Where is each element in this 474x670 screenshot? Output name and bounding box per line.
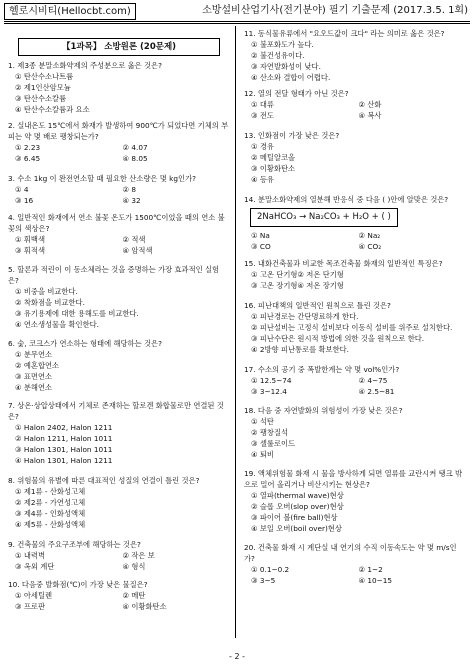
question-text: 7. 상온·상압상태에서 기체로 존재하는 할로겐 화합물로만 연결된 것은? [8, 401, 224, 421]
question-18 [244, 405, 466, 460]
question-11 [244, 28, 466, 83]
question-text: 16. 피난대책의 일반적인 원칙으로 틀린 것은? [244, 301, 391, 310]
answer-option: ③ 셀룰로이드 [251, 439, 296, 448]
question-4 [8, 212, 230, 256]
question-text: 1. 제3종 분말소화약제의 주성분으로 옳은 것은? [8, 61, 162, 70]
left-column [8, 28, 230, 612]
question-20 [244, 542, 466, 586]
answer-option: ④ 제5류 - 산화성액체 [15, 520, 86, 529]
question-text: 13. 인화점이 가장 낮은 것은? [244, 131, 340, 140]
answer-option: ② 착화점을 비교한다. [15, 298, 85, 307]
header-divider-2 [4, 23, 470, 24]
question-6 [8, 338, 230, 393]
answer-option: ③ 표면연소 [15, 372, 53, 381]
question-8 [8, 475, 230, 530]
answer-options [8, 142, 230, 164]
answer-options [244, 141, 466, 185]
right-column [244, 28, 466, 586]
answer-option: ② 팽창질석 [251, 428, 289, 437]
answer-options [244, 269, 466, 291]
question-text: 14. 분말소화약제의 열분해 반응식 중 다음 ( )안에 알맞은 것은? [244, 195, 449, 204]
answer-option: ③ 프로판 [15, 602, 46, 611]
answer-option: ② 메틸알코올 [251, 153, 296, 162]
question-12 [244, 88, 466, 121]
answer-option: ③ 전도 [251, 111, 274, 120]
question-text: 11. 동식물유류에서 "요오드값이 크다" 라는 의미로 옳은 것은? [244, 29, 445, 38]
answer-option: ④ 2방향 피난통로를 확보한다. [251, 345, 349, 354]
answer-option: ② 8 [122, 185, 137, 194]
question-19 [244, 468, 466, 534]
answer-option: ③ 3~12.4 [251, 387, 287, 396]
subject-heading: 【1과목】 소방원론 (20문제) [18, 38, 220, 56]
answer-option: ① 제1류 - 산화성고체 [15, 487, 86, 496]
question-16 [244, 300, 466, 355]
answer-option: ② 불건성유이다. [251, 51, 305, 60]
question-9 [8, 539, 230, 572]
answer-option: ① 2.23 [15, 143, 41, 152]
question-text: 4. 일반적인 화재에서 연소 불꽃 온도가 1500℃이었을 때의 연소 불꽃의 색상은? [8, 213, 225, 233]
answer-option: ① Na [251, 231, 270, 240]
answer-options [8, 286, 230, 330]
answer-options [244, 39, 466, 83]
column-divider [235, 26, 236, 638]
answer-options [8, 184, 230, 206]
answer-option: ③ 파이어 볼(fire ball)현상 [251, 513, 338, 522]
question-17 [244, 364, 466, 397]
question-text: 9. 건축물의 주요구조부에 해당하는 것은? [8, 540, 141, 549]
answer-option: ① 분무연소 [15, 350, 53, 359]
answer-option: ② 제2류 - 가연성고체 [15, 498, 86, 507]
answer-option: ② 제1인산암모늄 [15, 83, 71, 92]
answer-options [8, 550, 230, 572]
answer-option: ④ 연소생성물을 확인한다. [15, 320, 99, 329]
question-3 [8, 173, 230, 206]
page-header [0, 0, 474, 22]
answer-option: ① 0.1~0.2 [251, 565, 290, 574]
answer-option: ④ 형식 [122, 562, 146, 571]
question-10 [8, 579, 230, 612]
answer-option: ④ 산소와 결합이 어렵다. [251, 73, 331, 82]
equation-box: 2NaHCO₃ → Na₂CO₃ + H₂O + ( ) [250, 208, 398, 227]
question-text: 18. 다음 중 자연발화의 위험성이 가장 낮은 것은? [244, 406, 403, 415]
question-7 [8, 400, 230, 466]
answer-option: ④ 탄산수소칼륨과 요소 [15, 105, 90, 114]
answer-option: ④ 퇴비 [251, 450, 274, 459]
answer-option: ④ 보일 오버(boil over)현상 [251, 524, 342, 533]
question-text: 10. 다음중 발화점(℃)이 가장 낮은 물질은? [8, 580, 148, 589]
page-number: - 2 - [229, 652, 245, 661]
answer-option: ② 적색 [122, 235, 146, 244]
question-2 [8, 120, 230, 164]
answer-option: ① 내력벽 [15, 551, 46, 560]
answer-options [8, 71, 230, 115]
answer-option: ② 1~2 [358, 565, 383, 574]
answer-option: ② Halon 1211, Halon 1011 [15, 434, 113, 443]
answer-option: ③ 피난수단은 원시적 방법에 의한 것을 원칙으로 한다. [251, 334, 425, 343]
answer-option: ① 대류 [251, 100, 274, 109]
answer-options [244, 375, 466, 397]
answer-options [244, 564, 466, 586]
question-text: 12. 열의 전달 형태가 아닌 것은? [244, 89, 349, 98]
answer-option: ① 경유 [251, 142, 274, 151]
answer-option: ② 4~75 [358, 376, 388, 385]
question-text: 20. 건축물 화재 시 계단실 내 연기의 수직 이동속도는 약 몇 m/s인가? [244, 543, 457, 563]
answer-option: ③ 이황화탄소 [251, 164, 296, 173]
answer-option: ② 산화 [358, 100, 382, 109]
answer-option: ④ 8.05 [122, 154, 148, 163]
header-divider [4, 21, 470, 22]
answer-option: ④ 등유 [251, 175, 274, 184]
answer-option: ① 탄산수소나트륨 [15, 72, 74, 81]
answer-option: ④ 분해연소 [15, 383, 53, 392]
answer-option: ③ 고온 장기형④ 저온 장기형 [251, 281, 344, 290]
answer-option: ① 열파(thermal wave)현상 [251, 491, 344, 500]
answer-option: ② 슬롭 오버(slop over)현상 [251, 502, 344, 511]
question-text: 6. 숯, 코크스가 연소하는 형태에 해당하는 것은? [8, 339, 162, 348]
answer-option: ③ 16 [15, 196, 34, 205]
question-text: 5. 할론과 적린이 이 동소체라는 것을 증명하는 가장 효과적인 실험은? [8, 265, 220, 285]
answer-options [8, 590, 230, 612]
answer-option: ④ CO₂ [358, 242, 382, 251]
answer-option: ④ 2.5~81 [358, 387, 395, 396]
question-text: 17. 수소의 공기 중 폭발한계는 약 몇 vol%인가? [244, 365, 400, 374]
exam-title: 소방설비산업기사(전기분야) 필기 기출문제 (2017.3.5. 1회) [202, 5, 468, 16]
answer-option: ① 석탄 [251, 417, 274, 426]
answer-option: ③ 제4류 - 인화성액체 [15, 509, 86, 518]
answer-option: ① 불포화도가 높다. [251, 40, 314, 49]
answer-option: ① 12.5~74 [251, 376, 292, 385]
answer-option: ① Halon 2402, Halon 1211 [15, 423, 113, 432]
answer-option: ① 4 [15, 185, 29, 194]
site-name: 헬로시비티(Hellocbt.com) [4, 3, 136, 20]
question-5 [8, 264, 230, 330]
question-14 [244, 194, 466, 252]
answer-option: ③ 유기용제에 대한 용해도를 비교한다. [15, 309, 139, 318]
answer-option: ④ 10~15 [358, 576, 393, 585]
answer-option: ① 아세틸렌 [15, 591, 53, 600]
answer-options [244, 99, 466, 121]
answer-option: ③ 탄산수소칼륨 [15, 94, 67, 103]
answer-option: ① 비중을 비교한다. [15, 287, 78, 296]
answer-option: ② Na₂ [358, 231, 381, 240]
question-1 [8, 60, 230, 115]
answer-option: ② 예혼합연소 [15, 361, 60, 370]
question-15 [244, 258, 466, 291]
answer-option: ④ 암적색 [122, 246, 153, 255]
answer-option: ④ Halon 1301, Halon 1211 [15, 456, 113, 465]
question-text: 2. 실내온도 15℃에서 화재가 발생하여 900℃가 되었다면 기체의 부피는 약 몇 배로 팽창되는가? [8, 121, 229, 141]
answer-option: ① 고온 단기형② 저온 단기형 [251, 270, 344, 279]
answer-option: ③ 휘적색 [15, 246, 46, 255]
answer-options [244, 311, 466, 355]
answer-option: ① 휘백색 [15, 235, 46, 244]
answer-option: ④ 32 [122, 196, 141, 205]
answer-options [244, 230, 466, 252]
question-text: 15. 내화건축물과 비교한 목조건축물 화재의 일반적인 특징은? [244, 259, 443, 268]
answer-options [8, 349, 230, 393]
answer-option: ③ Halon 1301, Halon 1011 [15, 445, 113, 454]
answer-options [244, 490, 466, 534]
answer-option: ② 4.07 [122, 143, 148, 152]
answer-options [8, 422, 230, 466]
answer-option: ② 작은 보 [122, 551, 155, 560]
answer-option: ② 메탄 [122, 591, 146, 600]
answer-option: ③ 3~5 [251, 576, 276, 585]
answer-options [244, 416, 466, 460]
question-13 [244, 130, 466, 185]
question-text: 3. 수소 1kg 이 완전연소할 때 필요한 산소량은 몇 kg인가? [8, 174, 196, 183]
answer-options [8, 234, 230, 256]
answer-option: ③ CO [251, 242, 271, 251]
answer-option: ③ 자연발화성이 낮다. [251, 62, 321, 71]
answer-options [8, 486, 230, 530]
answer-option: ④ 이황화탄소 [122, 602, 167, 611]
question-text: 19. 액체위험물 화재 시 물을 방사하게 되면 열류를 교란시켜 탱크 밖으로 밀어 올리거나 비산시키는 현상은? [244, 469, 463, 489]
answer-option: ③ 옥외 계단 [15, 562, 55, 571]
question-text: 8. 위험물의 유별에 따른 대표적인 성질의 연결이 틀린 것은? [8, 476, 200, 485]
answer-option: ③ 6.45 [15, 154, 41, 163]
answer-option: ② 피난설비는 고정식 설비보다 이동식 설비를 위주로 설치한다. [251, 323, 453, 332]
answer-option: ④ 복사 [358, 111, 382, 120]
answer-option: ① 피난경로는 간단명료하게 한다. [251, 312, 359, 321]
